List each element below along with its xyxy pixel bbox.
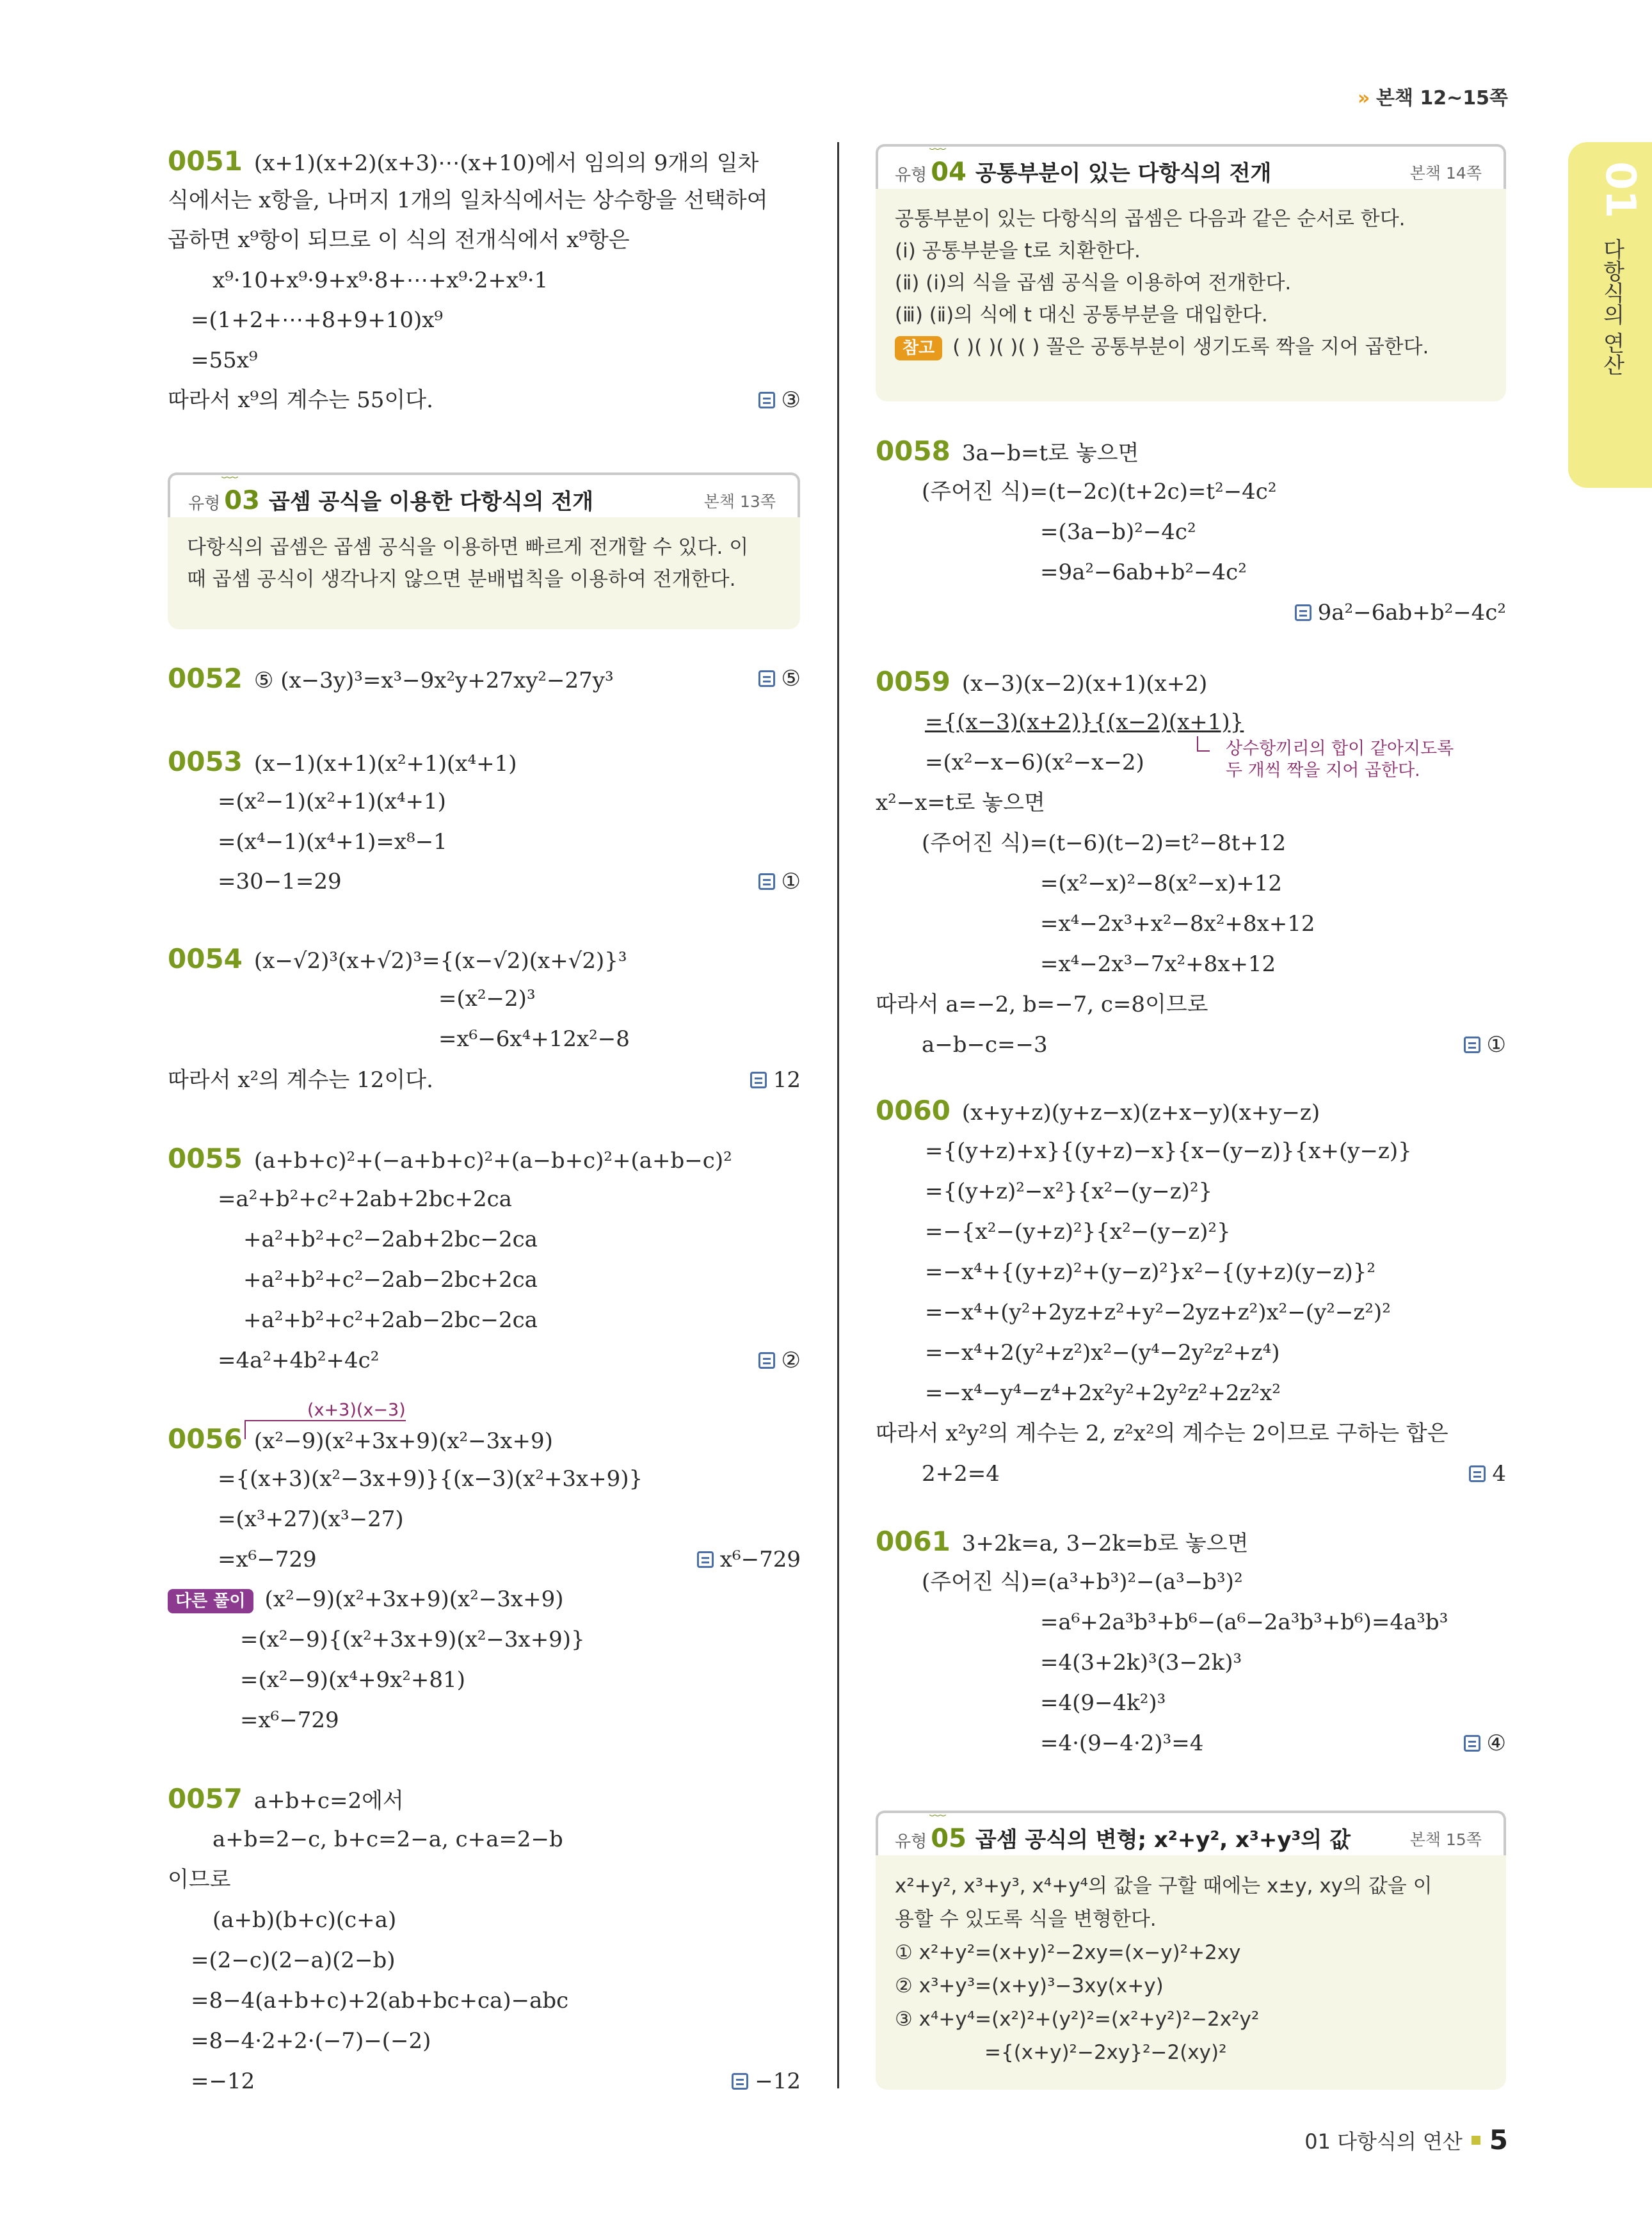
type04-header: ﹏ 유형 04 공통부분이 있는 다항식의 전개 본책 14쪽: [876, 144, 1506, 189]
problem-0060-line7: =−x⁴+2(y²+z²)x²−(y⁴−2y²z²+z⁴): [925, 1340, 1280, 1366]
problem-0055-line2: =a²+b²+c²+2ab+2bc+2ca: [218, 1186, 512, 1212]
problem-0058-line4: =9a²−6ab+b²−4c²: [1040, 560, 1247, 585]
problem-0055-line1: 0055 (a+b+c)²+(−a+b+c)²+(a−b+c)²+(a+b−c)²: [168, 1143, 732, 1174]
answer-icon: [1295, 604, 1311, 621]
problem-0059-line3: =(x²−x−6)(x²−x−2): [925, 750, 1144, 775]
answer-icon: [1464, 1037, 1480, 1053]
problem-0053-line4: =30−1=29: [218, 869, 342, 894]
square-bullet-icon: [1472, 2136, 1480, 2145]
alt-solution-badge: 다른 풀이: [168, 1589, 253, 1613]
column-divider: [837, 142, 839, 2088]
problem-0051-line3: 곱하면 x⁹항이 되므로 이 식의 전개식에서 x⁹항은: [168, 227, 630, 253]
chapter-side-tab: [1568, 142, 1652, 488]
problem-0056-line2: ={(x+3)(x²−3x+9)}{(x−3)(x²+3x+9)}: [218, 1466, 643, 1492]
type05-body: x²+y², x³+y³, x⁴+y⁴의 값을 구할 때에는 x±y, xy의 값을 이 용할 수 있도록 식을 변형한다. ① x²+y²=(x+y)²−2xy=(x−y)²+2xy ② x³+y³=(x+y)³−3xy(x+y) ③ x⁴+y⁴=(x²)²+(y²)²=(x²+y²)²−2x²y² ={(x+y)²−2xy}²−2(xy)²: [876, 1855, 1506, 2090]
answer-0060: 4: [1469, 1461, 1506, 1487]
problem-0057-line7: =8−4·2+2·(−7)−(−2): [191, 2028, 431, 2054]
problem-0056-alt-line1: 다른 풀이 (x²−9)(x²+3x+9)(x²−3x+9): [168, 1586, 563, 1613]
problem-0053-line1: 0053 (x−1)(x+1)(x²+1)(x⁴+1): [168, 746, 517, 777]
type03-body: 다항식의 곱셈은 곱셈 공식을 이용하면 빠르게 전개할 수 있다. 이 때 곱셈 공식이 생각나지 않으면 분배법칙을 이용하여 전개한다.: [168, 517, 800, 629]
problem-0061-line3: =a⁶+2a³b³+b⁶−(a⁶−2a³b³+b⁶)=4a³b³: [1040, 1610, 1448, 1635]
problem-0059-note-bracket: [1197, 736, 1210, 752]
problem-0058-line3: =(3a−b)²−4c²: [1040, 519, 1196, 545]
problem-0060-line3: ={(y+z)²−x²}{x²−(y−z)²}: [925, 1179, 1213, 1204]
problem-0055-line5: +a²+b²+c²+2ab−2bc−2ca: [243, 1307, 538, 1333]
problem-0056-line3: =(x³+27)(x³−27): [218, 1506, 404, 1532]
answer-icon: [750, 1072, 767, 1088]
problem-0051-line1: 0051 (x+1)(x+2)(x+3)⋯(x+10)에서 임의의 9개의 일차: [168, 145, 759, 177]
problem-0053-line2: =(x²−1)(x²+1)(x⁴+1): [218, 789, 446, 814]
answer-0058: 9a²−6ab+b²−4c²: [1295, 600, 1506, 625]
problem-0051-line4: x⁹·10+x⁹·9+x⁹·8+⋯+x⁹·2+x⁹·1: [213, 268, 549, 293]
problem-number: 0051: [168, 145, 243, 177]
problem-0060-line10: 2+2=4: [922, 1461, 1000, 1487]
problem-0056-line4: =x⁶−729: [218, 1547, 317, 1572]
problem-0056-alt-line4: =x⁶−729: [240, 1707, 339, 1733]
problem-0061-line6: =4·(9−4·2)³=4: [1040, 1731, 1204, 1756]
answer-icon: [758, 1352, 775, 1369]
problem-0057-line1: 0057 a+b+c=2에서: [168, 1783, 404, 1814]
problem-0054-line3: =x⁶−6x⁴+12x²−8: [438, 1026, 630, 1052]
problem-0053-line3: =(x⁴−1)(x⁴+1)=x⁸−1: [218, 829, 447, 855]
answer-0057: −12: [732, 2069, 801, 2094]
problem-0059-line5: (주어진 식)=(t−6)(t−2)=t²−8t+12: [922, 830, 1287, 856]
problem-0056-line1: 0056 (x²−9)(x²+3x+9)(x²−3x+9): [168, 1423, 553, 1455]
problem-0061-line2: (주어진 식)=(a³+b³)²−(a³−b³)²: [922, 1569, 1243, 1595]
zigzag-icon: ﹏: [221, 462, 239, 481]
problem-0060-line4: =−{x²−(y+z)²}{x²−(y−z)²}: [925, 1219, 1231, 1245]
answer-0061: ④: [1464, 1731, 1506, 1756]
problem-0059-line2: ={(x−3)(x+2)}{(x−2)(x+1)}: [925, 709, 1244, 735]
problem-0056-note: (x+3)(x−3): [307, 1400, 406, 1420]
problem-0058-line1: 0058 3a−b=t로 놓으면: [876, 435, 1139, 467]
problem-0057-line6: =8−4(a+b+c)+2(ab+bc+ca)−abc: [191, 1988, 569, 2013]
answer-icon: [758, 392, 775, 408]
problem-0061-line5: =4(9−4k²)³: [1040, 1690, 1166, 1716]
zigzag-icon: ﹏: [929, 1800, 947, 1819]
answer-0052: ⑤: [758, 666, 801, 691]
problem-0059-line6: =(x²−x)²−8(x²−x)+12: [1040, 871, 1282, 896]
answer-0051: ③: [758, 387, 801, 413]
problem-0051-line7: 따라서 x⁹의 계수는 55이다.: [168, 387, 433, 413]
problem-0061-line1: 0061 3+2k=a, 3−2k=b로 놓으면: [876, 1526, 1249, 1557]
problem-0057-line4: (a+b)(b+c)(c+a): [213, 1907, 397, 1933]
chapter-tab-label: 다항식의 연산: [1599, 238, 1624, 376]
footer-chapter: 01 다항식의 연산: [1304, 2129, 1463, 2154]
problem-0051-line6: =55x⁹: [191, 348, 258, 373]
answer-icon: [758, 670, 775, 687]
problem-0056-alt-line2: =(x²−9){(x²+3x+9)(x²−3x+9)}: [240, 1627, 585, 1652]
problem-0051-line2: 식에서는 x항을, 나머지 1개의 일차식에서는 상수항을 선택하여: [168, 188, 768, 213]
problem-0060-line9: 따라서 x²y²의 계수는 2, z²x²의 계수는 2이므로 구하는 합은: [876, 1421, 1448, 1446]
problem-0059-note: 상수항끼리의 합이 같아지도록 두 개씩 짝을 지어 곱한다.: [1226, 739, 1454, 780]
type05-header: ﹏ 유형 05 곱셈 공식의 변형; x²+y², x³+y³의 값 본책 15쪽: [876, 1811, 1506, 1855]
answer-icon: [1469, 1465, 1486, 1482]
problem-0058-line2: (주어진 식)=(t−2c)(t+2c)=t²−4c²: [922, 479, 1277, 504]
problem-0054-line2: =(x²−2)³: [438, 986, 536, 1012]
problem-0052: 0052 ⑤ (x−3y)³=x³−9x²y+27xy²−27y³: [168, 663, 614, 694]
problem-0057-line3: 이므로: [168, 1867, 231, 1892]
problem-0055-line3: +a²+b²+c²−2ab+2bc−2ca: [243, 1227, 538, 1252]
type04-body: 공통부분이 있는 다항식의 곱셈은 다음과 같은 순서로 한다. (ⅰ) 공통부분을 t로 치환한다. (ⅱ) (ⅰ)의 식을 곱셈 공식을 이용하여 전개한다. (ⅲ) (ⅱ)의 식에 t 대신 공통부분을 대입한다. 참고 ( )( )( )( ) 꼴은 공통부분이 생기도록 짝을 지어 곱한다.: [876, 189, 1506, 401]
tip-badge: 참고: [895, 336, 942, 360]
answer-0053: ①: [758, 869, 801, 894]
zigzag-icon: ﹏: [929, 134, 947, 153]
problem-0060-line1: 0060 (x+y+z)(y+z−x)(z+x−y)(x+y−z): [876, 1095, 1320, 1126]
problem-0060-line8: =−x⁴−y⁴−z⁴+2x²y²+2y²z²+2z²x²: [925, 1380, 1281, 1406]
answer-0056: x⁶−729: [697, 1547, 801, 1572]
problem-0055-line6: =4a²+4b²+4c²: [218, 1348, 380, 1373]
answer-icon: [697, 1551, 714, 1568]
problem-0059-line1: 0059 (x−3)(x−2)(x+1)(x+2): [876, 666, 1208, 697]
problem-0059-line4: x²−x=t로 놓으면: [876, 790, 1045, 816]
problem-0060-line6: =−x⁴+(y²+2yz+z²+y²−2yz+z²)x²−(y²−z²)²: [925, 1300, 1391, 1325]
type03-header: ﹏ 유형 03 곱셈 공식을 이용한 다항식의 전개 본책 13쪽: [168, 472, 800, 517]
book-reference: » 본책 12~15쪽: [1358, 87, 1508, 109]
problem-0051-line5: =(1+2+⋯+8+9+10)x⁹: [191, 307, 444, 333]
answer-0059: ①: [1464, 1032, 1506, 1058]
problem-0057-line5: =(2−c)(2−a)(2−b): [191, 1948, 396, 1973]
problem-0059-line9: 따라서 a=−2, b=−7, c=8이므로: [876, 992, 1208, 1017]
problem-0055-line4: +a²+b²+c²−2ab−2bc+2ca: [243, 1267, 538, 1293]
answer-icon: [1464, 1735, 1480, 1752]
footer: [1304, 2124, 1508, 2156]
problem-0056-alt-line3: =(x²−9)(x⁴+9x²+81): [240, 1667, 465, 1693]
problem-0054-line1: 0054 (x−√2)³(x+√2)³={(x−√2)(x+√2)}³: [168, 943, 627, 974]
problem-0059-line8: =x⁴−2x³−7x²+8x+12: [1040, 951, 1276, 977]
problem-0057-line8: =−12: [191, 2069, 255, 2094]
problem-0054-line4: 따라서 x²의 계수는 12이다.: [168, 1067, 433, 1093]
page-number: 5: [1489, 2124, 1508, 2156]
problem-0060-line2: ={(y+z)+x}{(y+z)−x}{x−(y−z)}{x+(y−z)}: [925, 1138, 1412, 1164]
answer-icon: [758, 873, 775, 890]
answer-0055: ②: [758, 1348, 801, 1373]
answer-icon: [732, 2073, 748, 2090]
problem-0061-line4: =4(3+2k)³(3−2k)³: [1040, 1650, 1242, 1675]
problem-0060-line5: =−x⁴+{(y+z)²+(y−z)²}x²−{(y+z)(y−z)}²: [925, 1259, 1376, 1285]
type04-tip: 참고 ( )( )( )( ) 꼴은 공통부분이 생기도록 짝을 지어 곱한다.: [895, 331, 1487, 363]
problem-0059-line10: a−b−c=−3: [922, 1032, 1048, 1058]
double-chevron-icon: »: [1358, 87, 1370, 109]
chapter-tab-number: 01: [1596, 161, 1644, 219]
problem-0057-line2: a+b=2−c, b+c=2−a, c+a=2−b: [213, 1827, 563, 1852]
answer-0054: 12: [750, 1067, 801, 1093]
problem-0059-line7: =x⁴−2x³+x²−8x²+8x+12: [1040, 911, 1315, 937]
